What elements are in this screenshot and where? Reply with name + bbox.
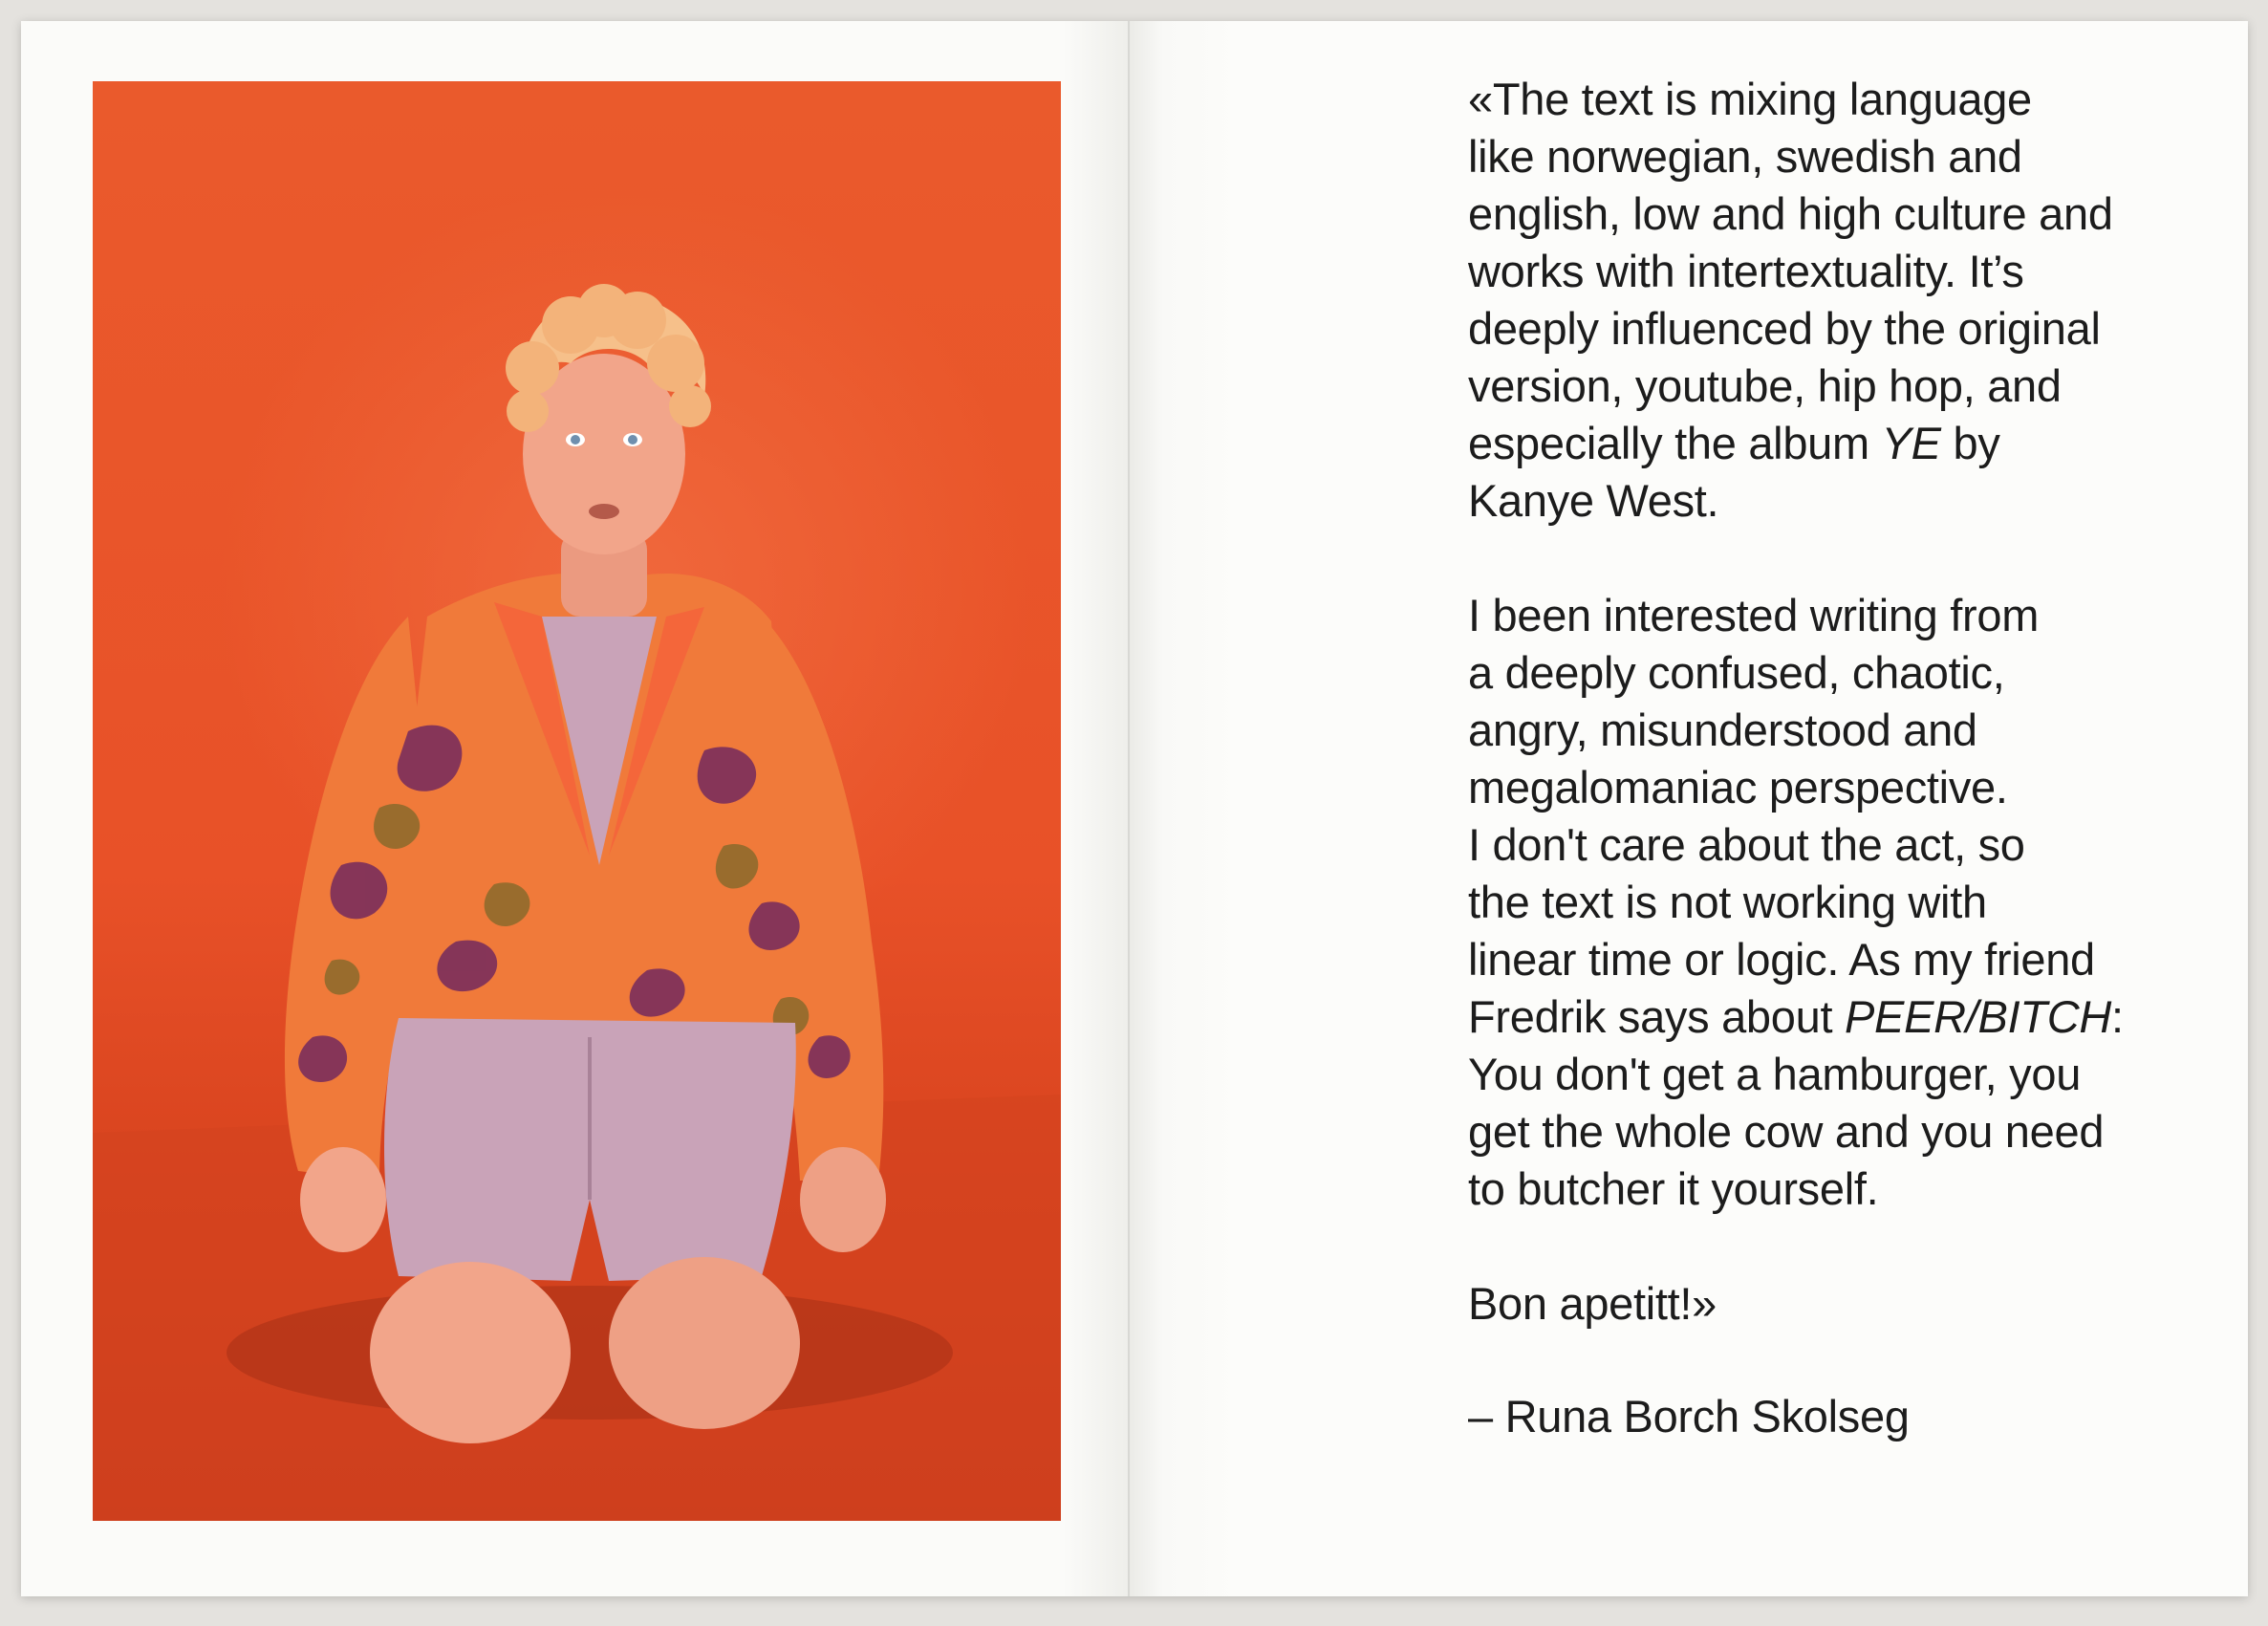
text-fragment: by: [1940, 418, 2000, 468]
text-fragment: :: [2111, 991, 2124, 1042]
quote-paragraph-1: [1468, 71, 2214, 530]
attribution: – Runa Borch Skolseg: [1468, 1391, 1910, 1442]
text-line: You don't get a hamburger, you: [1468, 1049, 2082, 1099]
text-line: megalomaniac perspective.: [1468, 762, 2008, 813]
closing-line: Bon apetitt!»: [1468, 1278, 1717, 1329]
text-line: linear time or logic. As my friend: [1468, 934, 2095, 985]
text-line: I been interested writing from: [1468, 590, 2040, 640]
text-line: angry, misunderstood and: [1468, 705, 1977, 755]
quote-text: [1468, 71, 2214, 1445]
text-line: [1468, 988, 2214, 1046]
text-line: [1468, 415, 2214, 472]
text-line: to butcher it yourself.: [1468, 1163, 1879, 1214]
text-line: the text is not working with: [1468, 877, 1987, 927]
work-title: PEER/BITCH: [1844, 991, 2112, 1042]
text-fragment: especially the album: [1468, 418, 1882, 468]
text-line: version, youtube, hip hop, and: [1468, 360, 2062, 411]
text-fragment: Fredrik says about: [1468, 991, 1845, 1042]
text-line: deeply influenced by the original: [1468, 303, 2101, 354]
text-line: a deeply confused, chaotic,: [1468, 647, 2005, 698]
performance-photo: [93, 81, 1061, 1521]
text-line: english, low and high culture and: [1468, 188, 2113, 239]
booklet-spread: [21, 21, 2248, 1596]
text-line: Kanye West.: [1468, 475, 1719, 526]
text-line: get the whole cow and you need: [1468, 1106, 2105, 1157]
left-page: [21, 21, 1130, 1596]
text-line: works with intertextuality. It’s: [1468, 246, 2024, 296]
quote-paragraph-2: [1468, 587, 2214, 1218]
text-line: «The text is mixing language: [1468, 74, 2032, 124]
text-line: like norwegian, swedish and: [1468, 131, 2022, 182]
text-line: I don't care about the act, so: [1468, 819, 2025, 870]
album-title: YE: [1881, 418, 1941, 468]
quote-closing: [1468, 1275, 2214, 1333]
